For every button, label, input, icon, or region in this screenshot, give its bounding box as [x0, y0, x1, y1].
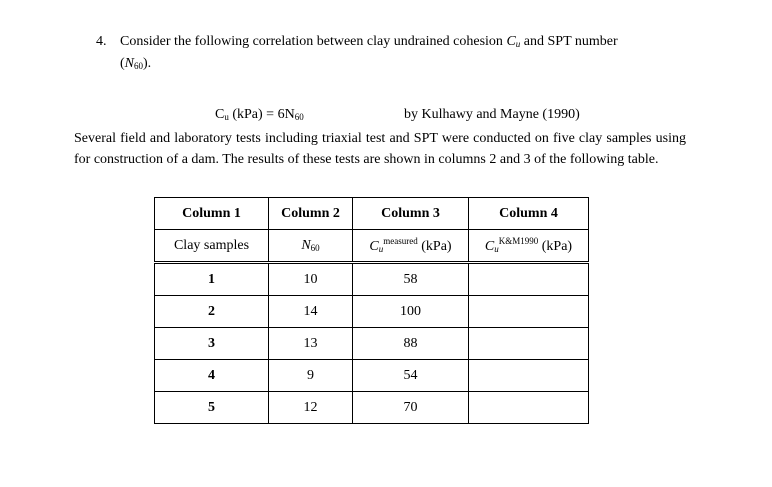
sample-cell: 3: [155, 328, 269, 360]
sample-cell: 5: [155, 392, 269, 424]
correlation-formula: $C_u$ $(kPa) = 6N_{60}$: [215, 107, 304, 122]
sample-cell: 4: [155, 360, 269, 392]
subheader-clay-samples: Clay samples: [155, 230, 269, 263]
results-table: [154, 197, 589, 424]
cu-km-cell: [469, 328, 589, 360]
header-column-1: Column 1: [155, 198, 269, 230]
description-paragraph: Several field and laboratory tests including triaxial test and SPT were conducted on five clay samples using for construction of a dam. The results of these tests are shown in columns 2 and 3 of the following table.: [74, 131, 686, 167]
cu-measured-cell: 54: [353, 360, 469, 392]
n60-cell: 9: [269, 360, 353, 392]
header-column-4: Column 4: [469, 198, 589, 230]
sample-cell: 1: [155, 263, 269, 296]
cu-measured-cell: 70: [353, 392, 469, 424]
table-row: [155, 263, 589, 296]
header-column-2: Column 2: [269, 198, 353, 230]
table-row: [155, 328, 589, 360]
n60-cell: 12: [269, 392, 353, 424]
sample-cell: 2: [155, 296, 269, 328]
subheader-cu-measured: $C_u^{measured}$ (kPa): [353, 230, 469, 263]
header-column-3: Column 3: [353, 198, 469, 230]
subheader-cu-km1990: $C_u^{K\&M1990}$ (kPa): [469, 230, 589, 263]
table-row: [155, 296, 589, 328]
citation: by Kulhawy and Mayne (1990): [404, 107, 580, 122]
question-number: 4.: [96, 34, 107, 49]
n60-cell: 10: [269, 263, 353, 296]
cu-km-cell: [469, 296, 589, 328]
cu-measured-cell: 88: [353, 328, 469, 360]
n60-cell: 14: [269, 296, 353, 328]
question-text: Consider the following correlation between clay undrained cohesion $C_u$ and SPT number $(N_{60})$.: [120, 34, 618, 71]
table-row: [155, 360, 589, 392]
subheader-row: [155, 230, 589, 263]
table-row: [155, 392, 589, 424]
header-row: [155, 198, 589, 230]
cu-measured-cell: 58: [353, 263, 469, 296]
cu-measured-cell: 100: [353, 296, 469, 328]
subheader-n60: $N_{60}$: [269, 230, 353, 263]
cu-km-cell: [469, 263, 589, 296]
cu-km-cell: [469, 392, 589, 424]
cu-km-cell: [469, 360, 589, 392]
n60-cell: 13: [269, 328, 353, 360]
